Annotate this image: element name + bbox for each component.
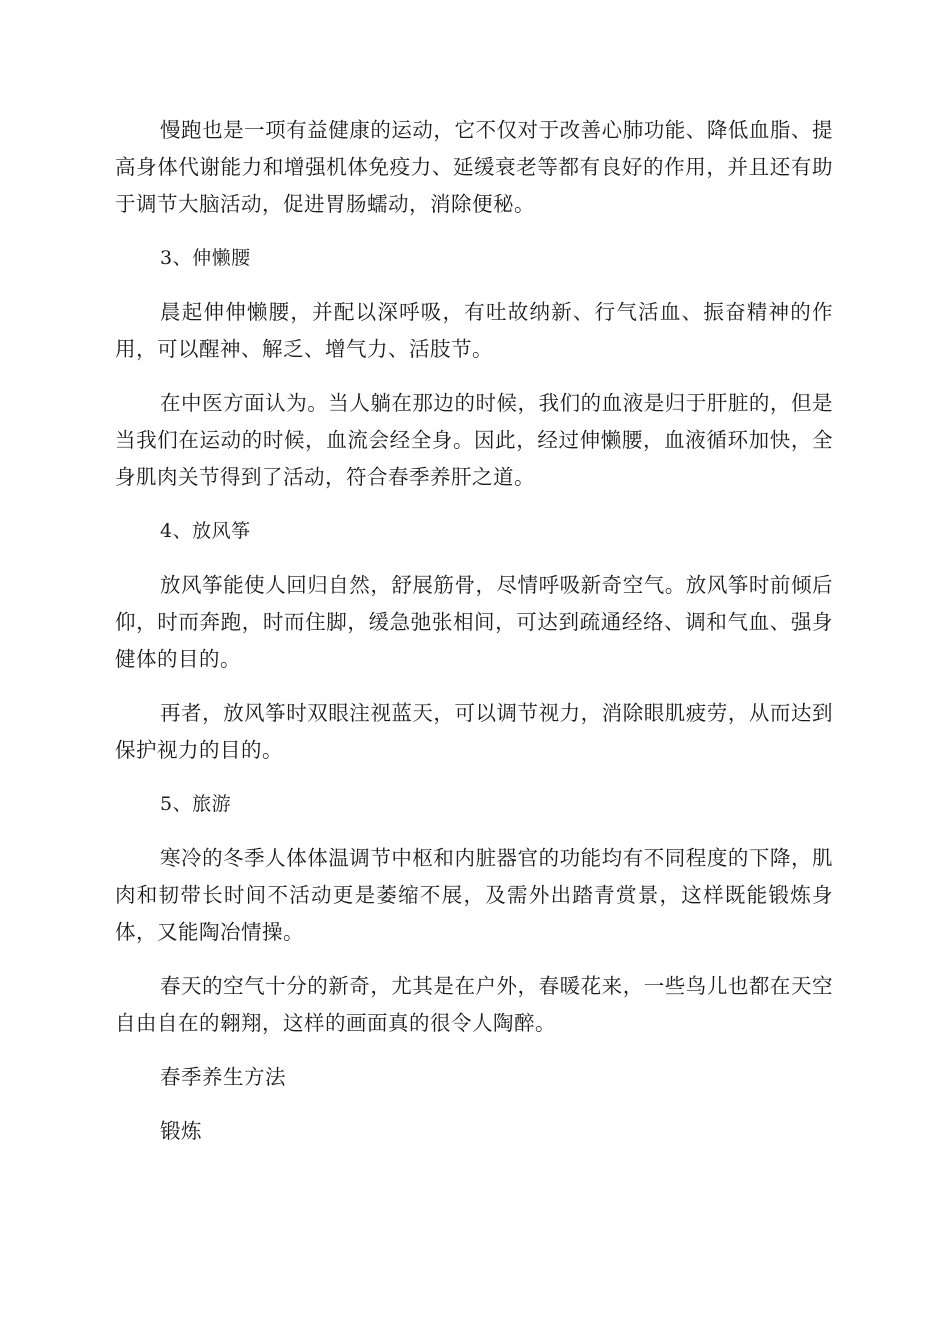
paragraph-spring-air: 春天的空气十分的新奇，尤其是在户外，春暖花来，一些鸟儿也都在天空自由自在的翱翔，这样的画面真的很令人陶醉。 — [115, 974, 833, 1035]
paragraph-morning-stretch: 晨起伸伸懒腰，并配以深呼吸，有吐故纳新、行气活血、振奋精神的作用，可以醒神、解乏、增气力、活肢节。 — [115, 300, 833, 361]
section-heading-spring-methods: 春季养生方法 — [160, 1065, 286, 1089]
paragraph-kite-vision: 再者，放风筝时双眼注视蓝天，可以调节视力，消除眼肌疲劳，从而达到保护视力的目的。 — [115, 701, 833, 762]
paragraph-jogging: 慢跑也是一项有益健康的运动，它不仅对于改善心肺功能、降低血脂、提高身体代谢能力和增强机体免疫力、延缓衰老等都有良好的作用，并且还有助于调节大脑活动，促进胃肠蠕动，消除便秘。 — [115, 118, 833, 216]
paragraph-travel-winter: 寒冷的冬季人体体温调节中枢和内脏器官的功能均有不同程度的下降，肌肉和韧带长时间不活动更是萎缩不展，及需外出踏青赏景，这样既能锻炼身体，又能陶冶情操。 — [115, 846, 833, 944]
section-heading-stretching: 3、伸懒腰 — [160, 247, 251, 269]
section-heading-kite: 4、放风筝 — [160, 520, 251, 542]
paragraph-tcm-view: 在中医方面认为。当人躺在那边的时候，我们的血液是归于肝脏的，但是当我们在运动的时候，血流会经全身。因此，经过伸懒腰，血液循环加快，全身肌肉关节得到了活动，符合春季养肝之道。 — [115, 391, 833, 489]
section-heading-exercise: 锻炼 — [160, 1119, 202, 1143]
document-page — [115, 112, 833, 1167]
paragraph-kite-benefits: 放风筝能使人回归自然，舒展筋骨，尽情呼吸新奇空气。放风筝时前倾后仰，时而奔跑，时而住脚，缓急弛张相间，可达到疏通经络、调和气血、强身健体的目的。 — [115, 573, 833, 671]
section-heading-travel: 5、旅游 — [160, 793, 232, 815]
